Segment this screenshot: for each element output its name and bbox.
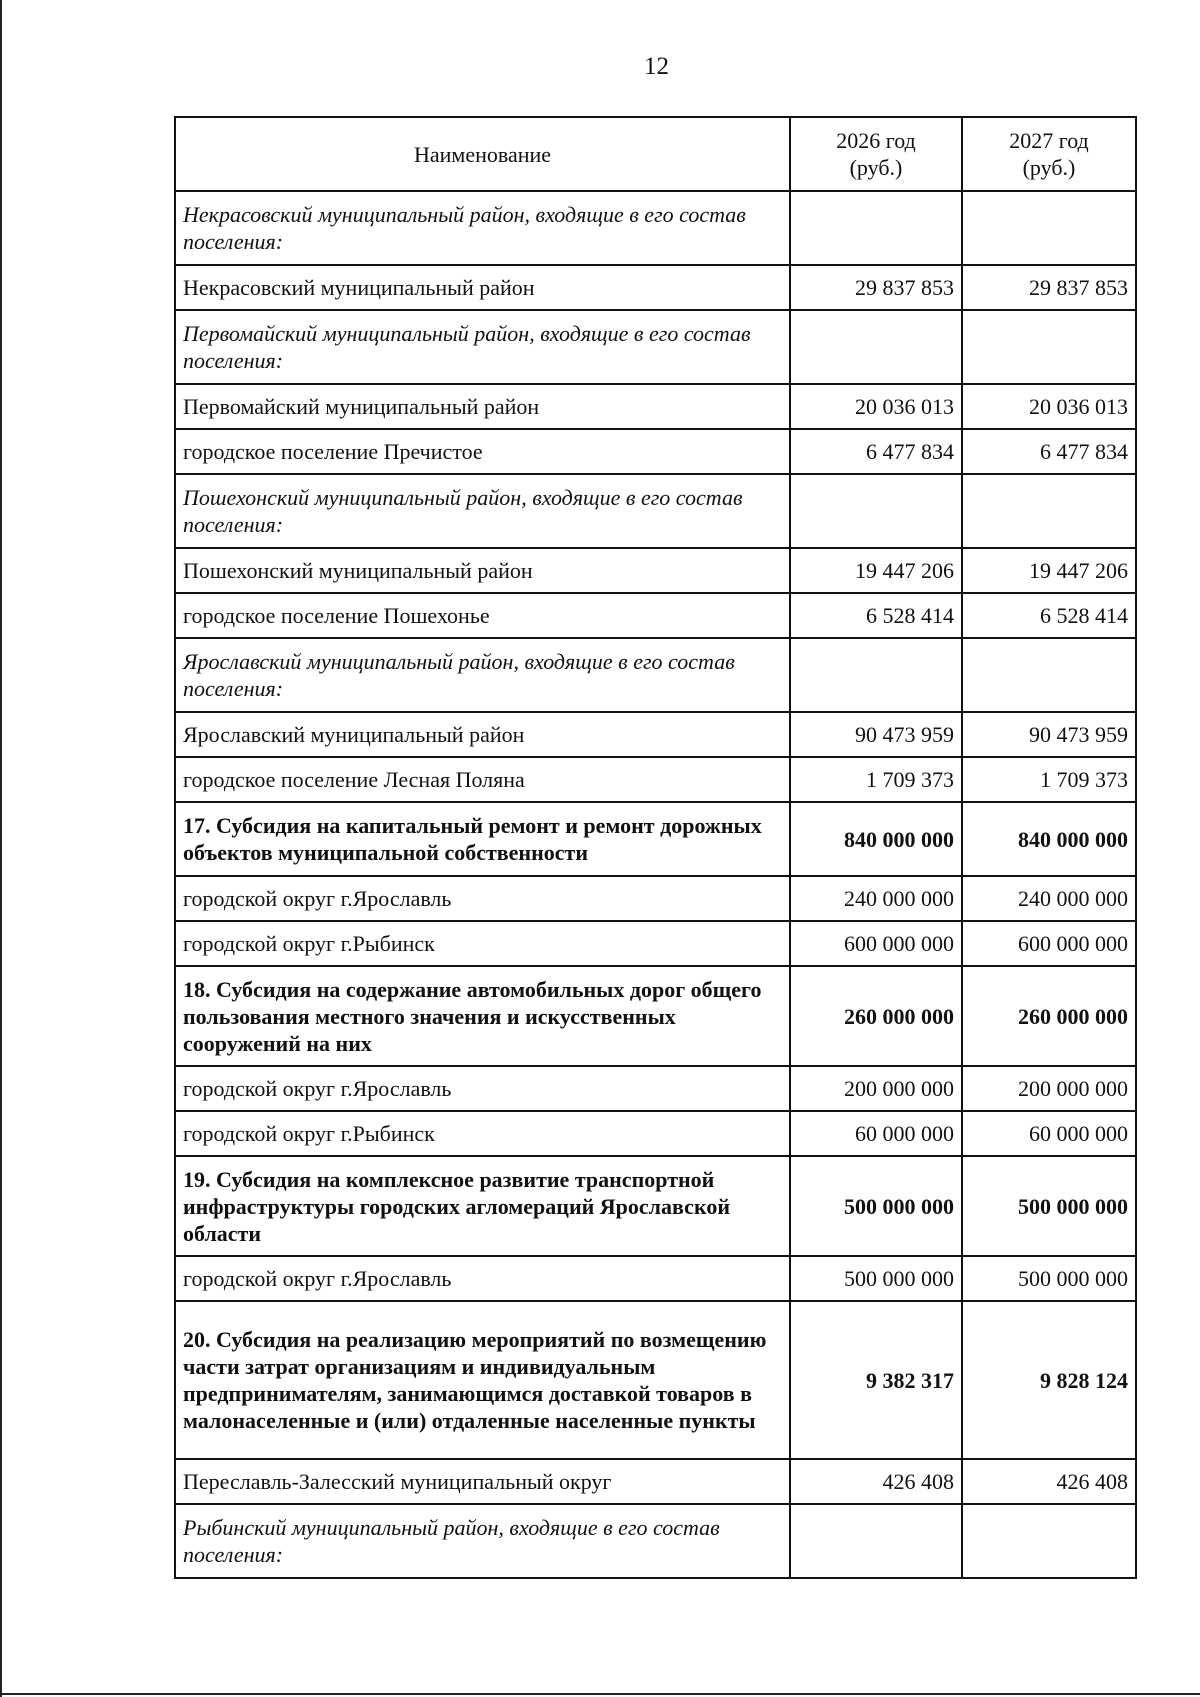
row-value-2027: 9 828 124 bbox=[962, 1301, 1136, 1459]
row-name: городское поселение Пошехонье bbox=[175, 593, 790, 638]
row-value-2027: 500 000 000 bbox=[962, 1256, 1136, 1301]
row-value-2026: 6 528 414 bbox=[790, 593, 962, 638]
row-name: Рыбинский муниципальный район, входящие в его состав поселения: bbox=[175, 1504, 790, 1578]
table-row bbox=[175, 1459, 1136, 1504]
table-row bbox=[175, 191, 1136, 265]
row-value-2027: 600 000 000 bbox=[962, 921, 1136, 966]
row-value-2026: 840 000 000 bbox=[790, 802, 962, 876]
row-value-2026: 29 837 853 bbox=[790, 265, 962, 310]
row-value-2027: 6 528 414 bbox=[962, 593, 1136, 638]
row-value-2027: 500 000 000 bbox=[962, 1156, 1136, 1256]
row-value-2026 bbox=[790, 474, 962, 548]
column-header-2027-label: 2027 год (руб.) bbox=[1009, 128, 1089, 180]
row-value-2027: 426 408 bbox=[962, 1459, 1136, 1504]
table-row bbox=[175, 548, 1136, 593]
row-value-2027: 90 473 959 bbox=[962, 712, 1136, 757]
row-value-2026: 9 382 317 bbox=[790, 1301, 962, 1459]
table-row bbox=[175, 712, 1136, 757]
column-header-name: Наименование bbox=[175, 117, 790, 191]
row-value-2026: 20 036 013 bbox=[790, 384, 962, 429]
row-name: Некрасовский муниципальный район, входящие в его состав поселения: bbox=[175, 191, 790, 265]
column-header-2026 bbox=[790, 117, 962, 191]
page-edge bbox=[0, 1693, 1200, 1695]
table-row bbox=[175, 1256, 1136, 1301]
row-name: 20. Субсидия на реализацию мероприятий по возмещению части затрат организациям и индивидуальным предпринимателям, занимающимся доставкой товаров в малонаселенные и (или) отдаленные населенные пункты bbox=[175, 1301, 790, 1459]
table-row bbox=[175, 1504, 1136, 1578]
row-name: городское поселение Пречистое bbox=[175, 429, 790, 474]
row-name: Ярославский муниципальный район, входящие в его состав поселения: bbox=[175, 638, 790, 712]
row-name: Первомайский муниципальный район, входящие в его состав поселения: bbox=[175, 310, 790, 384]
page-edge bbox=[0, 0, 2, 1697]
row-value-2027 bbox=[962, 474, 1136, 548]
table-row bbox=[175, 310, 1136, 384]
table-row bbox=[175, 265, 1136, 310]
row-value-2026: 1 709 373 bbox=[790, 757, 962, 802]
table-row bbox=[175, 593, 1136, 638]
row-value-2027: 6 477 834 bbox=[962, 429, 1136, 474]
row-name: 19. Субсидия на комплексное развитие транспортной инфраструктуры городских агломераций Ярославской области bbox=[175, 1156, 790, 1256]
row-value-2026: 260 000 000 bbox=[790, 966, 962, 1066]
row-name: городской округ г.Ярославль bbox=[175, 876, 790, 921]
row-name: городской округ г.Рыбинск bbox=[175, 921, 790, 966]
row-name: Некрасовский муниципальный район bbox=[175, 265, 790, 310]
row-name: городской округ г.Ярославль bbox=[175, 1256, 790, 1301]
row-value-2027 bbox=[962, 310, 1136, 384]
row-value-2027: 260 000 000 bbox=[962, 966, 1136, 1066]
row-value-2027 bbox=[962, 638, 1136, 712]
row-value-2027 bbox=[962, 191, 1136, 265]
row-value-2026 bbox=[790, 1504, 962, 1578]
table-row bbox=[175, 802, 1136, 876]
row-value-2027: 60 000 000 bbox=[962, 1111, 1136, 1156]
row-name: городской округ г.Рыбинск bbox=[175, 1111, 790, 1156]
row-value-2027: 29 837 853 bbox=[962, 265, 1136, 310]
row-name: Переславль-Залесский муниципальный округ bbox=[175, 1459, 790, 1504]
row-value-2026 bbox=[790, 310, 962, 384]
row-value-2027: 200 000 000 bbox=[962, 1066, 1136, 1111]
column-header-2026-label: 2026 год (руб.) bbox=[836, 128, 916, 180]
table-row bbox=[175, 384, 1136, 429]
table-row bbox=[175, 757, 1136, 802]
row-name: городское поселение Лесная Поляна bbox=[175, 757, 790, 802]
row-value-2027: 240 000 000 bbox=[962, 876, 1136, 921]
row-value-2026: 426 408 bbox=[790, 1459, 962, 1504]
row-value-2027 bbox=[962, 1504, 1136, 1578]
row-value-2027: 840 000 000 bbox=[962, 802, 1136, 876]
table-row bbox=[175, 429, 1136, 474]
column-header-2027 bbox=[962, 117, 1136, 191]
row-name: Ярославский муниципальный район bbox=[175, 712, 790, 757]
table-row bbox=[175, 1111, 1136, 1156]
row-value-2026: 19 447 206 bbox=[790, 548, 962, 593]
row-name: Первомайский муниципальный район bbox=[175, 384, 790, 429]
row-name: Пошехонский муниципальный район, входящие в его состав поселения: bbox=[175, 474, 790, 548]
table-row bbox=[175, 966, 1136, 1066]
row-value-2026: 60 000 000 bbox=[790, 1111, 962, 1156]
row-name: 18. Субсидия на содержание автомобильных дорог общего пользования местного значения и искусственных сооружений на них bbox=[175, 966, 790, 1066]
table-row bbox=[175, 876, 1136, 921]
row-value-2026: 500 000 000 bbox=[790, 1256, 962, 1301]
row-value-2026: 240 000 000 bbox=[790, 876, 962, 921]
row-value-2026 bbox=[790, 191, 962, 265]
row-value-2027: 1 709 373 bbox=[962, 757, 1136, 802]
row-value-2026: 500 000 000 bbox=[790, 1156, 962, 1256]
table-row bbox=[175, 1066, 1136, 1111]
table-row bbox=[175, 1301, 1136, 1459]
row-name: 17. Субсидия на капитальный ремонт и ремонт дорожных объектов муниципальной собственности bbox=[175, 802, 790, 876]
table-row bbox=[175, 921, 1136, 966]
page-number: 12 bbox=[644, 53, 669, 80]
row-value-2026 bbox=[790, 638, 962, 712]
row-value-2026: 200 000 000 bbox=[790, 1066, 962, 1111]
row-value-2026: 600 000 000 bbox=[790, 921, 962, 966]
table-row bbox=[175, 1156, 1136, 1256]
row-name: городской округ г.Ярославль bbox=[175, 1066, 790, 1111]
row-value-2027: 20 036 013 bbox=[962, 384, 1136, 429]
budget-table bbox=[174, 116, 1137, 1579]
row-value-2026: 90 473 959 bbox=[790, 712, 962, 757]
row-value-2027: 19 447 206 bbox=[962, 548, 1136, 593]
row-value-2026: 6 477 834 bbox=[790, 429, 962, 474]
table-row bbox=[175, 638, 1136, 712]
table-row bbox=[175, 474, 1136, 548]
row-name: Пошехонский муниципальный район bbox=[175, 548, 790, 593]
